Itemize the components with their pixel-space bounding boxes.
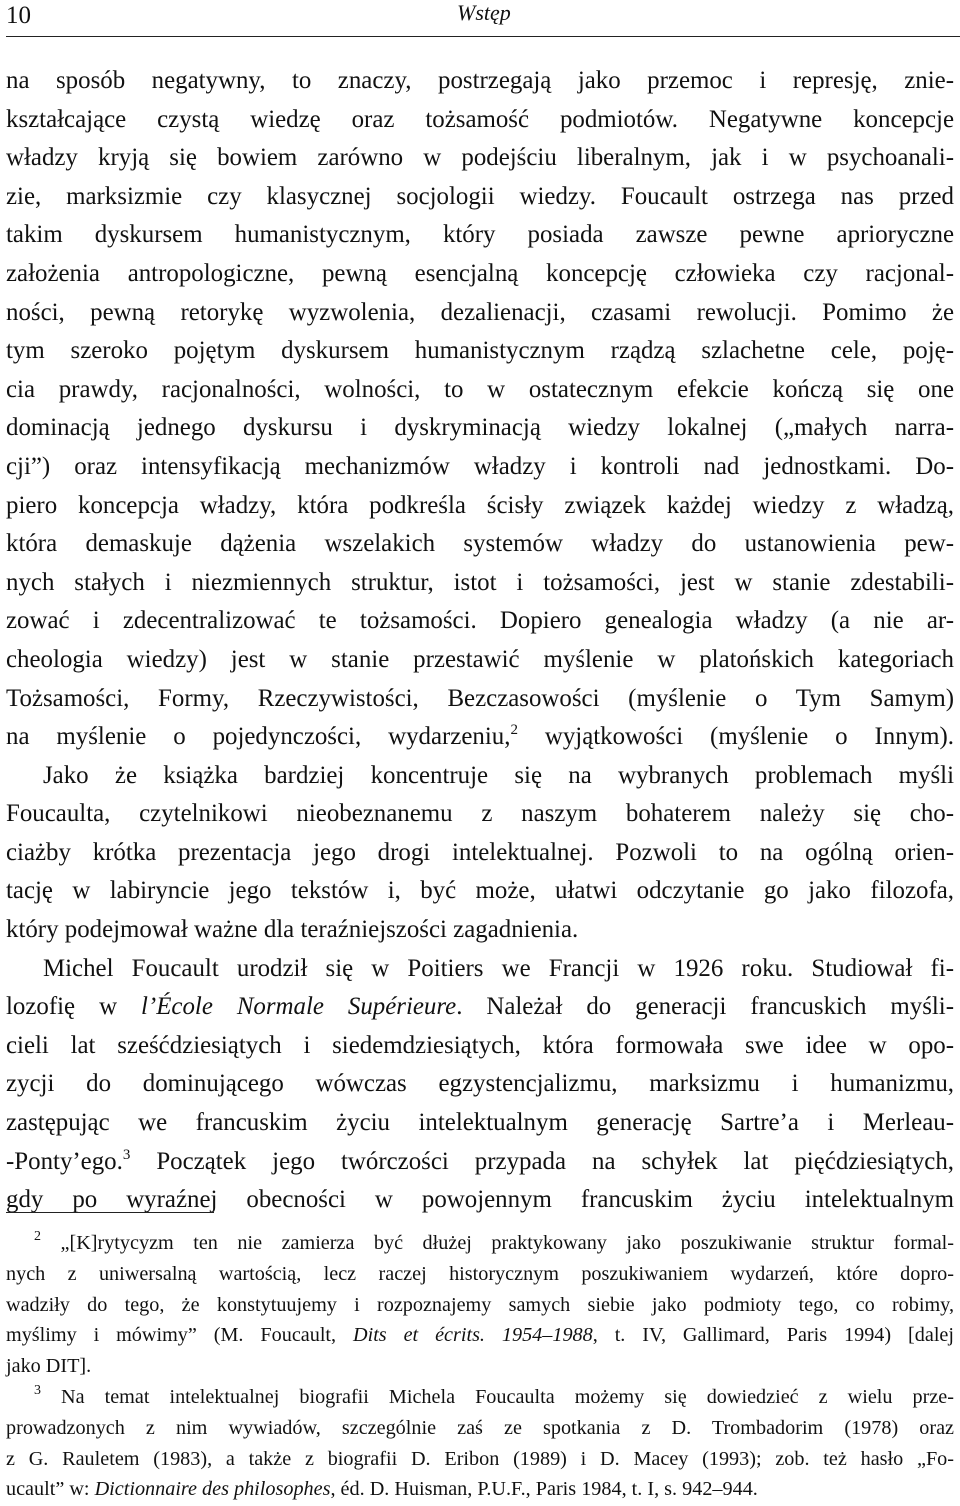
text-line: tację w labiryncie jego tekstów i, być może, ułatwi odczytanie go jako filozofa, bbox=[6, 877, 954, 905]
text-line: Michel Foucault urodził się w Poitiers we Francji w 1926 roku. Studiował fi- bbox=[43, 954, 954, 982]
main-text bbox=[6, 62, 954, 1220]
text-line: nych stałych i niezmiennych struktur, istot i tożsamości, jest w stanie zdestabili- bbox=[6, 568, 954, 596]
text-line: która demaskuje dążenia wszelakich systemów władzy do ustanowienia pew- bbox=[6, 530, 954, 558]
footnote-number: 3 bbox=[34, 1382, 41, 1398]
text-line: tym szeroko pojętym dyskursem humanistycznym rządzą szlachetne cele, poję- bbox=[6, 337, 954, 365]
footnotes bbox=[6, 1228, 954, 1505]
text-line: Jako że książka bardziej koncentruje się na wybranych problemach myśli bbox=[43, 761, 954, 789]
emphasis: l’École Normale Supérieure bbox=[141, 993, 457, 1021]
page-header bbox=[6, 0, 960, 37]
text-line: piero koncepcja władzy, która podkreśla ścisły związek każdej wiedzy z władzą, bbox=[6, 491, 954, 519]
text-line: na myślenie o pojedynczości, wydarzeniu,$^2$ wyjątkowości (myślenie o Innym). bbox=[6, 722, 954, 751]
text-line: cji”) oraz intensyfikacją mechanizmów władzy i kontroli nad jednostkami. Do- bbox=[6, 452, 954, 480]
footnote-line: myślimy i mówimy” (M. Foucault, Dits et écrits. 1954–1988, t. IV, Gallimard, Paris 1994) [dalej bbox=[6, 1324, 954, 1347]
text-line: gdy po wyraźnej obecności w powojennym francuskim życiu intelektualnym bbox=[6, 1186, 954, 1214]
text-line: -Ponty’ego.$^3$ Początek jego twórczości przypada na schyłek lat pięćdziesiątych, bbox=[6, 1146, 954, 1175]
text-line: ności, pewną retorykę wyzwolenia, dezalienacji, czasami rewolucji. Pomimo że bbox=[6, 298, 954, 326]
footnote-line: wadziły do tego, że konstytuujemy i rozpoznajemy samych siebie jako podmioty tego, co robimy, bbox=[6, 1293, 954, 1316]
text-line: takim dyskursem humanistycznym, który posiada zawsze pewne aprioryczne bbox=[6, 221, 954, 249]
text-line: dominacją jednego dyskursu i dyskryminacją wiedzy lokalnej („małych narra- bbox=[6, 414, 954, 442]
text-line: zie, marksizmie czy klasycznej socjologii wiedzy. Foucault ostrzega nas przed bbox=[6, 182, 954, 210]
emphasis: Dictionnaire des philosophes bbox=[94, 1478, 331, 1501]
text-line: zycji do dominującego wówczas egzystencjalizmu, marksizmu i humanizmu, bbox=[6, 1070, 954, 1098]
text-line: ciażby krótka prezentacja jego drogi intelektualnej. Pozwoli to na ogólną orien- bbox=[6, 838, 954, 866]
footnote-line: $^3$ Na temat intelektualnej biografii Michela Foucaulta możemy się dowiedzieć z wielu prze- bbox=[34, 1382, 954, 1408]
footnote-ref: 2 bbox=[510, 722, 518, 739]
page-number: 10 bbox=[6, 2, 31, 29]
text-line: Tożsamości, Formy, Rzeczywistości, Bezczasowości (myślenie o Tym Samym) bbox=[6, 684, 954, 712]
text-line: cia prawdy, racjonalności, wolności, to w ostatecznym efekcie kończą się one bbox=[6, 375, 954, 403]
footnote-line: jako DIT]. bbox=[6, 1355, 92, 1378]
text-line: który podejmował ważne dla teraźniejszości zagadnienia. bbox=[6, 916, 579, 944]
text-line: zastępując we francuskim życiu intelektualnym generację Sartre’a i Merleau- bbox=[6, 1109, 954, 1137]
running-title: Wstęp bbox=[457, 0, 511, 25]
footnote-line: prowadzonych z nim wywiadów, szczególnie zaś ze spotkania z D. Trombadorim (1978) oraz bbox=[6, 1416, 954, 1439]
text-line: lozofię w l’École Normale Supérieure. Należał do generacji francuskich myśli- bbox=[6, 993, 954, 1021]
footnote-ref: 3 bbox=[122, 1146, 131, 1163]
emphasis: Dits et écrits. 1954–1988 bbox=[353, 1324, 593, 1347]
footnote-line: z G. Rauletem (1983), a także z biografii D. Eribon (1989) i D. Macey (1993); zob. też hasło „Fo- bbox=[6, 1447, 954, 1470]
footnote-line: nych z uniwersalną wartością, lecz raczej historycznym poszukiwaniem wydarzeń, które dopro- bbox=[6, 1262, 954, 1285]
text-line: zować i zdecentralizować te tożsamości. Dopiero genealogia władzy (a nie ar- bbox=[6, 607, 954, 635]
footnote-line: $^2$ „[K]rytycyzm ten nie zamierza być dłużej praktykowany jako poszukiwanie struktur formal- bbox=[34, 1229, 954, 1254]
text-line: kształcające czystą wiedzę oraz tożsamość podmiotów. Negatywne koncepcje bbox=[6, 105, 954, 133]
text-line: cieli lat sześćdziesiątych i siedemdziesiątych, która formowała swe idee w opo- bbox=[6, 1031, 954, 1059]
text-line: władzy kryją się bowiem zarówno w podejściu liberalnym, jak i w psychoanali- bbox=[6, 144, 954, 172]
footnote-line: ucault” w: Dictionnaire des philosophes, éd. D. Huisman, P.U.F., Paris 1984, t. I, s. 942–944. bbox=[6, 1478, 758, 1501]
text-line: na sposób negatywny, to znaczy, postrzegają jako przemoc i represję, znie- bbox=[6, 67, 954, 94]
footnote-divider bbox=[6, 1212, 214, 1213]
text-line: założenia antropologiczne, pewną esencjalną koncepcję człowieka czy racjonal- bbox=[6, 259, 954, 287]
footnote-number: 2 bbox=[34, 1229, 41, 1244]
text-line: cheologia wiedzy) jest w stanie przestawić myślenie w platońskich kategoriach bbox=[6, 645, 954, 673]
text-line: Foucaulta, czytelnikowi nieobeznanemu z naszym bohaterem należy się cho- bbox=[6, 800, 954, 828]
